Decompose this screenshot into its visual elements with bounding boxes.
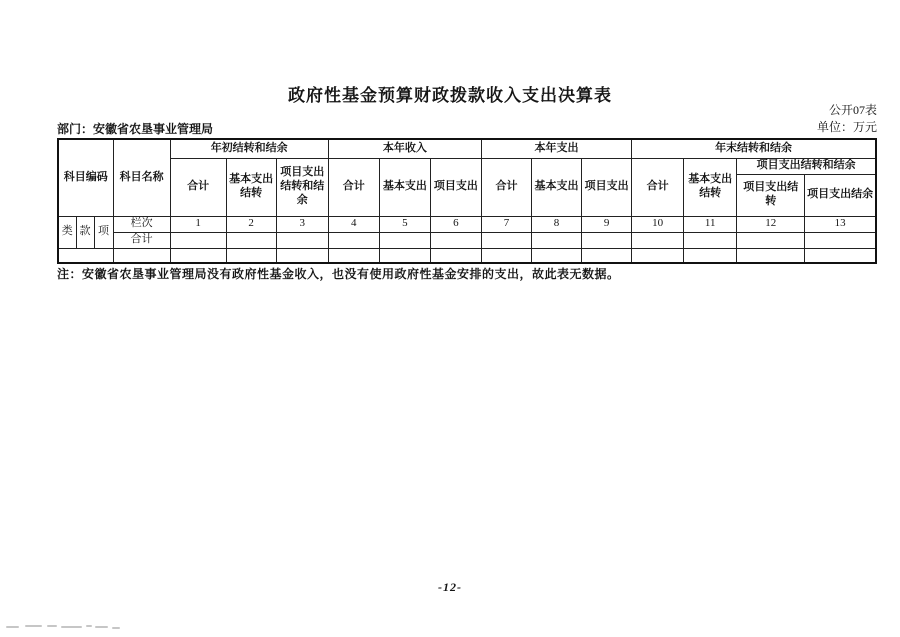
data-cell: [430, 248, 481, 263]
lane-number: 12: [737, 216, 805, 232]
th-expense-basic: 基本支出: [532, 158, 582, 216]
lane-number-row: [58, 216, 876, 232]
th-end-basic-carryover: 基本支出结转: [684, 158, 737, 216]
scan-artifact: [112, 627, 120, 629]
empty-name-cell: [113, 248, 170, 263]
data-cell: [226, 248, 276, 263]
lane-number: 9: [582, 216, 632, 232]
lane-label-cell: 栏次: [113, 216, 170, 232]
lane-number: 1: [170, 216, 226, 232]
data-cell: [582, 248, 632, 263]
data-cell: [632, 232, 684, 248]
th-end-project-subgroup: 项目支出结转和结余: [737, 158, 876, 174]
scan-artifact: [6, 626, 19, 628]
data-cell: [328, 232, 379, 248]
total-row: [58, 232, 876, 248]
th-group-year-end: 年末结转和结余: [632, 139, 876, 158]
th-group-year-begin: 年初结转和结余: [170, 139, 328, 158]
empty-row: [58, 248, 876, 263]
th-code-class: 类: [58, 216, 76, 248]
th-end-project-carryover: 项目支出结转: [737, 174, 805, 216]
th-income-basic: 基本支出: [379, 158, 430, 216]
data-cell: [170, 248, 226, 263]
th-code-section: 款: [76, 216, 94, 248]
empty-code-cell: [58, 248, 113, 263]
th-expense-total: 合计: [481, 158, 531, 216]
th-group-income: 本年收入: [328, 139, 481, 158]
lane-number: 2: [226, 216, 276, 232]
data-cell: [379, 232, 430, 248]
data-cell: [805, 248, 876, 263]
data-cell: [226, 232, 276, 248]
lane-number: 10: [632, 216, 684, 232]
th-end-project-balance: 项目支出结余: [805, 174, 876, 216]
data-cell: [532, 232, 582, 248]
data-cell: [805, 232, 876, 248]
th-begin-basic-carryover: 基本支出结转: [226, 158, 276, 216]
th-code-item: 项: [94, 216, 113, 248]
department-label: 部门：安徽省农垦事业管理局: [57, 122, 214, 136]
page-number: -12-: [438, 580, 462, 594]
th-income-total: 合计: [328, 158, 379, 216]
data-cell: [737, 232, 805, 248]
data-cell: [684, 232, 737, 248]
lane-number: 3: [276, 216, 328, 232]
data-cell: [532, 248, 582, 263]
th-group-expense: 本年支出: [481, 139, 631, 158]
scan-artifact: [47, 625, 57, 627]
data-cell: [582, 232, 632, 248]
scan-artifact: [61, 626, 82, 628]
data-cell: [276, 232, 328, 248]
header-group-row: [58, 139, 876, 158]
data-cell: [276, 248, 328, 263]
th-begin-project-carryover-balance: 项目支出结转和结余: [276, 158, 328, 216]
lane-number: 4: [328, 216, 379, 232]
footnote: 注：安徽省农垦事业管理局没有政府性基金收入，也没有使用政府性基金安排的支出，故此表无数据。: [57, 267, 620, 281]
th-end-total: 合计: [632, 158, 684, 216]
lane-number: 11: [684, 216, 737, 232]
lane-number: 5: [379, 216, 430, 232]
lane-number: 13: [805, 216, 876, 232]
th-subject-code: 科目编码: [58, 139, 113, 216]
data-cell: [170, 232, 226, 248]
th-begin-total: 合计: [170, 158, 226, 216]
lane-number: 7: [481, 216, 531, 232]
data-cell: [737, 248, 805, 263]
budget-table: [57, 138, 877, 264]
scan-artifact: [25, 625, 42, 627]
th-income-project: 项目支出: [430, 158, 481, 216]
table-code-label: 公开07表: [828, 103, 877, 117]
scan-artifact: [86, 625, 92, 627]
data-cell: [430, 232, 481, 248]
header-subgroup-row: [58, 158, 876, 174]
data-cell: [632, 248, 684, 263]
unit-label: 单位：万元: [816, 120, 877, 134]
data-cell: [481, 248, 531, 263]
data-cell: [328, 248, 379, 263]
data-cell: [481, 232, 531, 248]
lane-number: 8: [532, 216, 582, 232]
data-cell: [379, 248, 430, 263]
th-subject-name: 科目名称: [113, 139, 170, 216]
page-title: 政府性基金预算财政拨款收入支出决算表: [288, 86, 612, 105]
lane-number: 6: [430, 216, 481, 232]
th-expense-project: 项目支出: [582, 158, 632, 216]
scan-artifact: [95, 626, 108, 628]
data-cell: [684, 248, 737, 263]
row-label-total: 合计: [113, 232, 170, 248]
